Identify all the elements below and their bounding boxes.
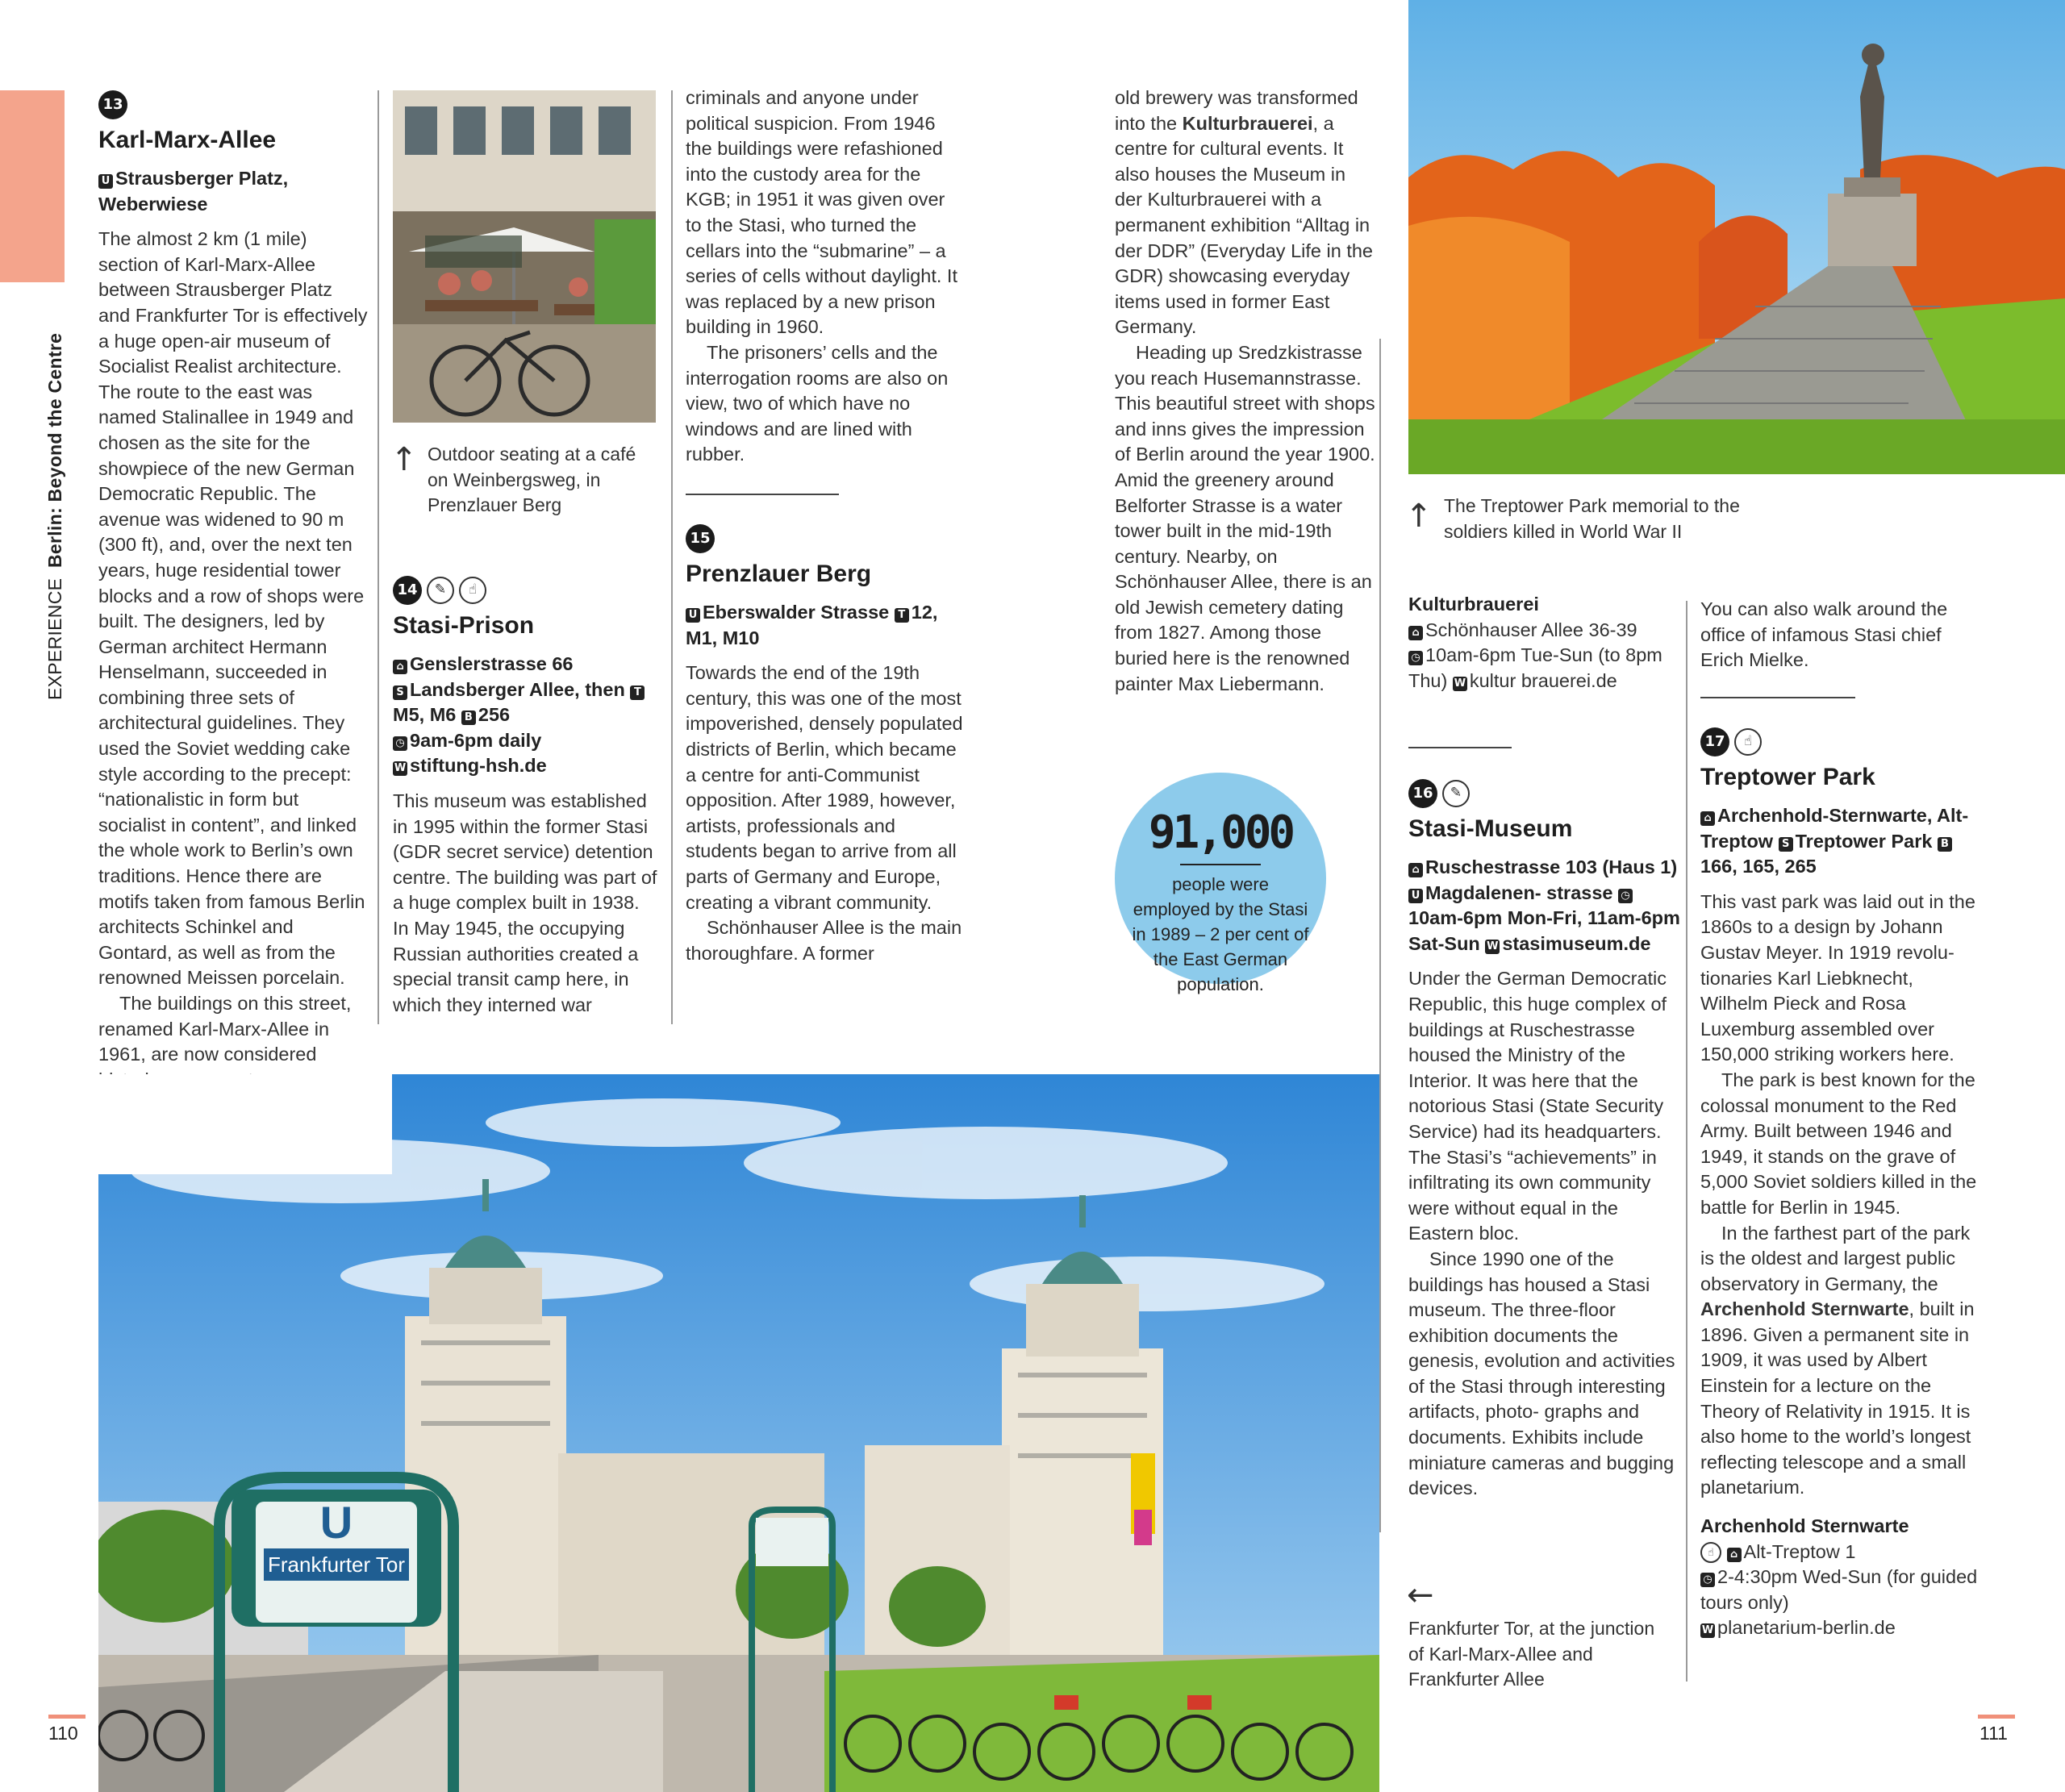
cafe-photo-illustration: [393, 90, 656, 423]
web-icon: W: [394, 762, 407, 775]
archenhold-title: Archenhold Sternwarte: [1700, 1515, 1909, 1537]
kulturbrauerei-details: ⌂ Schönhauser Allee 36-39 ◷ 10am-6pm Tue-Sun (to 8pm Thu) W kultur brauerei.de: [1408, 619, 1662, 691]
section-rule: [1408, 747, 1512, 748]
archenhold-details: ☝ ⌂ Alt-Treptow 1 ◷ 2-4:30pm Wed-Sun (for guided tours only) W planetarium-berlin.de: [1700, 1540, 1978, 1639]
stat-rule: [1180, 864, 1261, 865]
col3-paragraph-1: criminals and anyone under political suspicion. From 1946 the buildings were refashioned into the custody area for the KGB; in 1951 it was given over to the Stasi, who turned the cellars into the “submarine” – a series of cells without daylight. It was replaced by a new prison building in 1960.: [686, 87, 957, 338]
column-1: [98, 90, 369, 1093]
stat-number: 91,000: [1148, 806, 1293, 859]
caption-treptow: The Treptower Park memorial to the soldiers killed in World War II: [1444, 495, 1740, 542]
section-rule: [1700, 697, 1855, 698]
address-icon: ⌂: [393, 660, 407, 674]
treptow-memorial-photo: [1408, 0, 2065, 474]
treptow-photo-illustration: [1408, 0, 2065, 474]
column-6: [1700, 597, 1979, 673]
entry-number-13: 13: [98, 90, 127, 119]
side-section: EXPERIENCE: [44, 577, 65, 700]
entry17-paragraph-3: In the farthest part of the park is the oldest and largest public observatory in Germany, the Archenhold Sternwarte, built in 1896. Given a permanent site in 1909, it was used by Albert Einstein for a lecture on the Theory of Relativity in 1915. It is also home to the world’s longest reflecting telescope and a small planetarium.: [1700, 1222, 1975, 1498]
caption-cafe: Outdoor seating at a café on Weinbergsweg, in Prenzlauer Berg: [428, 444, 636, 516]
address-icon: ⌂: [1408, 863, 1423, 877]
arrow-left-icon: ←: [1407, 1577, 1434, 1614]
sbahn-icon: S: [393, 686, 407, 700]
bus-icon: B: [461, 711, 476, 725]
col6-paragraph: You can also walk around the office of infamous Stasi chief Erich Mielke.: [1700, 598, 1948, 671]
cafe-photo: [393, 90, 656, 423]
entry17-block: [1700, 727, 1979, 1641]
arrow-up-icon: ↑: [390, 441, 418, 478]
kulturbrauerei-block: [1408, 592, 1675, 694]
page-number-right: 111: [1979, 1723, 2008, 1744]
sign-letter: U: [319, 1497, 353, 1548]
sign-station-name: Frankfurter Tor: [267, 1552, 406, 1577]
interest-icon: ✎: [427, 577, 454, 604]
column-divider: [1379, 339, 1381, 1532]
address-icon: ⌂: [1727, 1548, 1742, 1562]
entry16-paragraph-2: Since 1990 one of the buildings has housed a Stasi museum. The three-floor exhibition documents the genesis, evolution and activities of the Stasi through interesting artifacts, photo- graphs and documents. Exhibits include miniature cameras and bugging devices.: [1408, 1248, 1675, 1499]
entry17-info: ⌂ Archenhold-Sternwarte, Alt-Treptow S Treptower Park B166, 165, 265: [1700, 805, 1969, 877]
entry15-paragraph-1: Towards the end of the 19th century, this was one of the most impoverished, densely populated districts of Berlin, which became a centre for anti-Communist opposition. After 1989, however, artists, professionals and students began to arrive from all parts of Germany and Europe, creating a vibrant community.: [686, 662, 963, 913]
entry13-transport: U Strausberger Platz, Weberwiese: [98, 168, 289, 215]
arrow-up-icon: ↑: [1405, 498, 1433, 535]
entry-title-stasi-prison: Stasi-Prison: [393, 612, 535, 639]
tram-icon: T: [895, 608, 909, 623]
ubahn-icon: U: [1408, 889, 1423, 903]
entry16-paragraph-1: Under the German Democratic Republic, this huge complex of buildings at Ruschestrasse housed the Ministry of the Interior. It was here that the notorious Stasi (State Security Service) had its headquarters. The Stasi’s “achievements” in infiltrating its own community were without equal in the Eastern bloc.: [1408, 968, 1667, 1244]
column-3: [686, 85, 964, 468]
web-icon: W: [1701, 1624, 1714, 1637]
col4-paragraph-2: Heading up Sredzkistrasse you reach Husemannstrasse. This beautiful street with shops and inns gives the impression of Berlin around the year 1900. Amid the greenery around Belforter Strasse is a water tower built in the mid-19th century. Nearby, on Schönhauser Allee, there is an old Jewish cemetery dating from 1827. Among those buried here is the renowned painter Max Liebermann.: [1115, 341, 1375, 694]
entry-number-17: 17: [1700, 727, 1729, 756]
side-accent-tab: [0, 90, 65, 282]
tram-icon: T: [630, 686, 645, 700]
clock-icon: ◷: [1700, 1573, 1715, 1587]
side-chapter: Berlin: Beyond the Centre: [44, 332, 65, 569]
bus-icon: B: [1938, 837, 1952, 852]
clock-icon: ◷: [393, 736, 407, 751]
entry13-paragraph-2: The buildings on this street, renamed Karl-Marx-Allee in 1961, are now considered: [98, 993, 352, 1065]
entry-title-treptower-park: Treptower Park: [1700, 764, 1875, 790]
frankfurter-tor-illustration: [98, 1074, 1379, 1792]
stat-circle: [1115, 773, 1326, 994]
entry-title-karl-marx-allee: Karl-Marx-Allee: [98, 127, 277, 153]
column-divider: [1686, 601, 1687, 1682]
hand-icon: ☝: [1700, 1542, 1721, 1563]
interest-icon: ✎: [1442, 780, 1470, 807]
stat-text: people were employed by the Stasi in 1989 – 2 per cent of the East German population.: [1132, 874, 1309, 994]
entry14-info: ⌂ Genslerstrasse 66 S Landsberger Allee, then TM5, M6 B 256 ◷ 9am-6pm daily W stiftung-hsh.de: [393, 652, 659, 779]
section-rule: [686, 494, 839, 495]
caption-frankfurter-tor: Frankfurter Tor, at the junction of Karl-Marx-Allee and Frankfurter Allee: [1408, 1618, 1655, 1690]
hand-icon: ☝: [1734, 728, 1762, 756]
column-5: [1408, 779, 1683, 1502]
address-icon: ⌂: [1700, 811, 1715, 826]
address-icon: ⌂: [1408, 626, 1423, 640]
entry-number-16: 16: [1408, 779, 1437, 808]
entry13-paragraph-1: The almost 2 km (1 mile) section of Karl-Marx-Allee between Strausberger Platz and Frankfurter Tor is effectively a huge open-air museum of Socialist Realist architecture. The route to the east was named Stalinallee in 1949 and chosen as the site for the showpiece of the new German Democratic Republic. The avenue was widened to 90 m (300 ft), and, over the next ten years, huge residential tower blocks and a row of shops were built. The designers, led by German architect Hermann Henselmann, succeeded in combining three sets of architectural guidelines. They used the Soviet wedding cake style according to the precept: “nationalistic in form but socialist in content”, and linked the whole work to Berlin’s own traditions. Hence there are motifs taken from famous Berlin architects Schinkel and Gontard, as well as from the renowned Meissen porcelain.: [98, 228, 368, 989]
entry-number-15: 15: [686, 524, 715, 553]
entry-title-prenzlauer-berg: Prenzlauer Berg: [686, 561, 872, 587]
column-2: [393, 576, 659, 1018]
entry16-info: ⌂ Ruschestrasse 103 (Haus 1) U Magdalenen- strasse ◷10am-6pm Mon-Fri, 11am-6pm Sat-Sun W stasimuseum.de: [1408, 856, 1680, 954]
web-icon: W: [1487, 940, 1499, 952]
sbahn-icon: S: [1779, 837, 1793, 852]
entry15-paragraph-2: Schönhauser Allee is the main thoroughfare. A former: [686, 917, 962, 964]
page-number-bar-right: [1978, 1715, 2015, 1719]
clock-icon: ◷: [1618, 889, 1633, 903]
side-chapter-label: [44, 333, 66, 700]
column-divider: [378, 90, 379, 1024]
web-icon: W: [1454, 677, 1466, 690]
text-panel-overlay: [0, 1074, 392, 1174]
entry-number-14: 14: [393, 576, 422, 605]
ubahn-icon: U: [98, 174, 113, 189]
hand-icon: ☝: [459, 577, 486, 604]
ubahn-icon: U: [686, 608, 700, 623]
entry17-paragraph-2: The park is best known for the colossal monument to the Red Army. Built between 1946 and 1949, it stands on the grave of 5,000 Soviet soldiers killed in the battle for Berlin in 1945.: [1700, 1069, 1977, 1218]
column-4: [1115, 85, 1377, 697]
page-number-bar-left: [48, 1715, 86, 1719]
entry15-block: [686, 524, 964, 966]
entry15-info: U Eberswalder Strasse T 12, M1, M10: [686, 602, 938, 648]
col4-paragraph-1: old brewery was transformed into the Kulturbrauerei, a centre for cultural events. It also houses the Museum in der Kulturbrauerei with a permanent exhibition “Alltag in der DDR” (Everyday Life in the GDR) showcasing everyday items used in former East Germany.: [1115, 87, 1373, 338]
frankfurter-tor-photo: [98, 1074, 1379, 1792]
entry17-paragraph-1: This vast park was laid out in the 1860s to a design by Johann Gustav Meyer. In 1919 revolu- tionaries Karl Liebknecht, Wilhelm Pieck and Rosa Luxemburg assembled over 150,000 striking workers here.: [1700, 890, 1975, 1065]
entry14-paragraph: This museum was established in 1995 within the former Stasi (GDR secret service) detention centre. The building was part of a huge complex built in 1938. In May 1945, the occupying Russian authorities created a special transit camp here, in which they interned war: [393, 790, 657, 1015]
kulturbrauerei-title: Kulturbrauerei: [1408, 594, 1539, 615]
col3-paragraph-2: The prisoners’ cells and the interrogation rooms are also on view, two of which have no windows and are lined with rubber.: [686, 341, 949, 465]
entry-title-stasi-museum: Stasi-Museum: [1408, 815, 1573, 842]
clock-icon: ◷: [1408, 651, 1423, 665]
page-number-left: 110: [48, 1723, 78, 1744]
column-divider: [671, 90, 673, 1024]
